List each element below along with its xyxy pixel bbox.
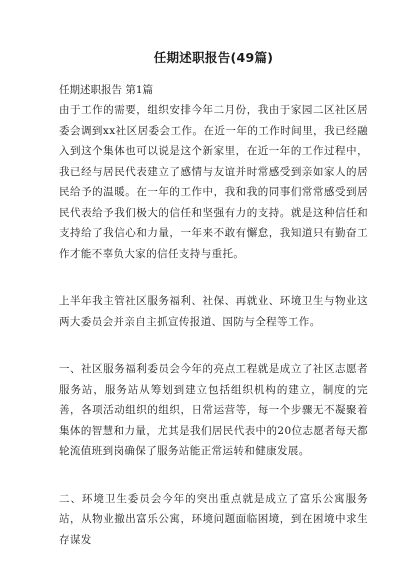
document-title: 任期述职报告(49篇) [153, 50, 274, 65]
paragraph-spacer [59, 462, 368, 489]
paragraph-service-welfare: 一、社区服务福利委员会今年的亮点工程就是成立了社区志愿者服务站，服务站从筹划到建立包括组织机构的建立，制度的完善，各项活动组织的组织，日常运营等，每一个步骤无不凝聚着集体的智慧和力量，尤其是我们居民代表中的20位志愿者每天都轮流值班到岗确保了服务站能正常运转和健康发展。 [59, 363, 368, 457]
paragraph-environment: 二、环境卫生委员会今年的突出重点就是成立了富乐公寓服务站，从物业撤出富乐公寓，环境问题面临困境，到在困境中求生存谋发 [59, 492, 368, 546]
paragraph-spacer [59, 264, 368, 291]
paragraph-intro: 由于工作的需要，组织安排今年二月份，我由于家园二区社区居委会调到xx社区居委会工作。在近一年的工作时间里，我已经融入到这个集体也可以说是这个新家里，在近一年的工作过程中，我已经与居民代表建立了感情与友谊并时常感受到亲如家人的居民给予的温暖。在一年的工作中，我和我的同事们常常感受到居民代表给予我们极大的信任和坚强有力的支持。就是这种信任和支持给了我信心和力量，一年来不敢有懈怠，我知道只有勤奋工作才能不辜负大家的信任支持与重托。 [59, 104, 368, 260]
paragraph-spacer [59, 332, 368, 359]
paragraph-responsibilities: 上半年我主管社区服务福利、社保、再就业、环境卫生与物业这两大委员会并亲自主抓宣传报道、国防与全程等工作。 [59, 295, 368, 328]
section-subtitle: 任期述职报告 第1篇 [59, 84, 154, 96]
